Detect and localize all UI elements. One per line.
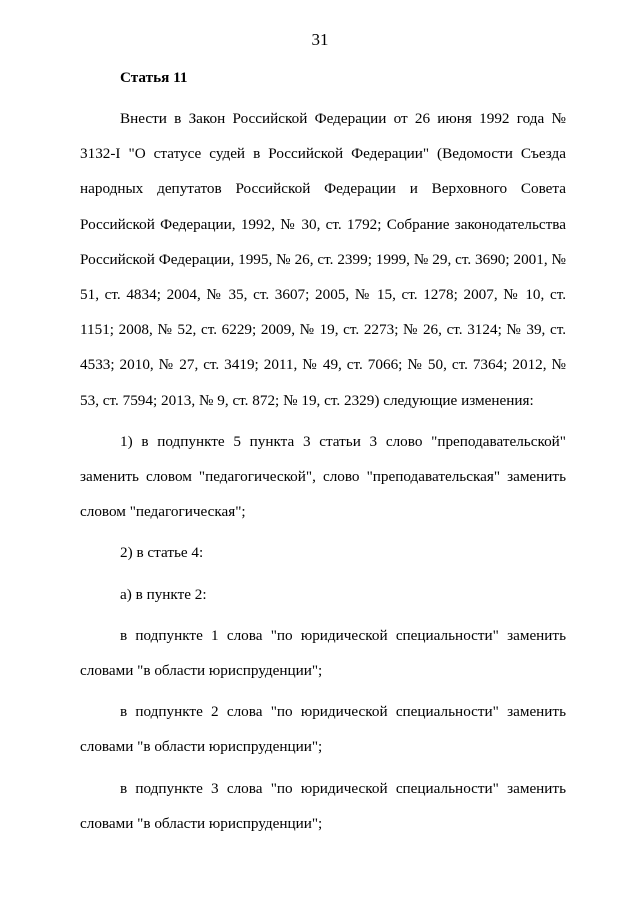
subitem-1-paragraph: в подпункте 1 слова "по юридической специальности" заменить словами "в области юриспруденции"; (80, 626, 566, 680)
item-2-paragraph: 2) в статье 4: (120, 544, 204, 562)
article-intro-paragraph: Внести в Закон Российской Федерации от 26 июня 1992 года № 3132-I "О статусе судей в Российской Федерации" (Ведомости Съезда народных депутатов Российской Федерации и Верховного Совета Российской Федерации, 1992, № 30, ст. 1792; Собрание законодательства Российской Федерации, 1995, № 26, ст. 2399; 1999, № 29, ст. 3690; 2001, № 51, ст. 4834; 2004, № 35, ст. 3607; 2005, № 15, ст. 1278; 2007, № 10, ст. 1151; 2008, № 52, ст. 6229; 2009, № 19, ст. 2273; № 26, ст. 3124; № 39, ст. 4533; 2010, № 27, ст. 3419; 2011, № 49, ст. 7066; № 50, ст. 7364; 2012, № 53, ст. 7594; 2013, № 9, ст. 872; № 19, ст. 2329) следующие изменения: (80, 110, 566, 409)
item-2a-paragraph: а) в пункте 2: (120, 585, 207, 603)
item-1-paragraph: 1) в подпункте 5 пункта 3 статьи 3 слово "преподавательской" заменить словом "педагогической", слово "преподавательская" заменить словом "педагогическая"; (80, 432, 566, 521)
document-body (80, 61, 566, 841)
article-title: Статья 11 (120, 69, 188, 86)
page-number: 31 (311, 30, 329, 49)
subitem-3-paragraph: в подпункте 3 слова "по юридической специальности" заменить словами "в области юриспруденции"; (80, 779, 566, 832)
subitem-2-paragraph: в подпункте 2 слова "по юридической специальности" заменить словами "в области юриспруденции"; (80, 703, 566, 756)
